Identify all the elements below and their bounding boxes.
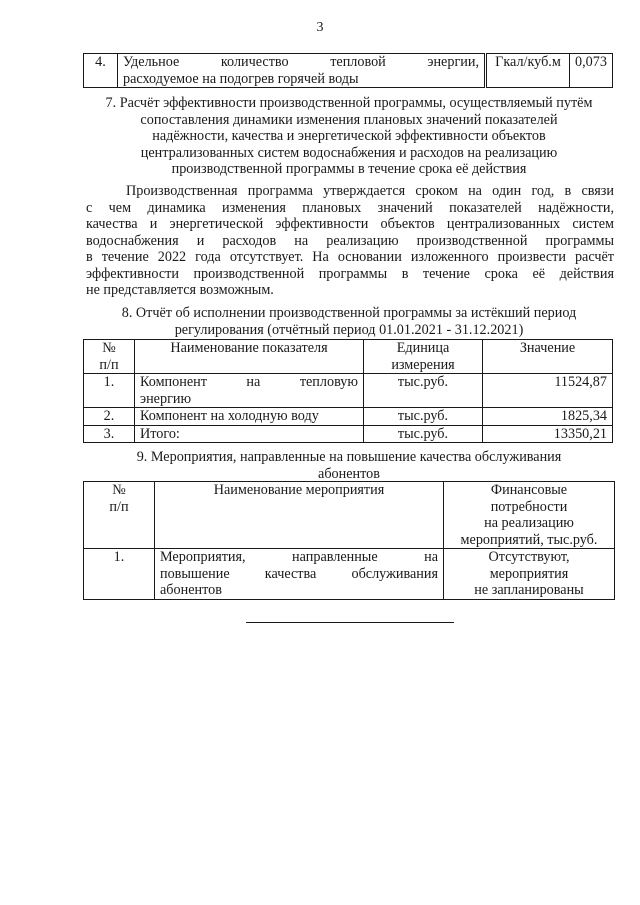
heading-line: 8. Отчёт об исполнении производственной программы за истёкший период bbox=[121, 305, 577, 321]
row-fin-line: мероприятия bbox=[489, 565, 569, 582]
indicator-value: 0,073 bbox=[570, 54, 613, 88]
paragraph-line: с чем динамика изменения плановых значений показателей надёжности, bbox=[86, 199, 614, 216]
header-financing bbox=[444, 482, 615, 549]
row-name-line: абонентов bbox=[160, 582, 222, 598]
header-num-line2: п/п bbox=[99, 356, 119, 373]
page-number: 3 bbox=[316, 20, 324, 35]
indicator-name-line1: Удельное количество тепловой энергии, bbox=[123, 54, 479, 70]
header-name: Наименование показателя bbox=[135, 340, 364, 374]
indicator-name-line2: расходуемое на подогрев горячей воды bbox=[123, 70, 359, 87]
heading-line: надёжности, качества и энергетической эффективности объектов bbox=[152, 128, 546, 144]
heading-line: 7. Расчёт эффективности производственной программы, осуществляемый путём bbox=[105, 95, 593, 111]
table-header-row bbox=[84, 482, 615, 549]
heading-line: производственной программы в течение срока её действия bbox=[171, 161, 527, 177]
table-row bbox=[84, 425, 613, 443]
header-fin-line: на реализацию bbox=[484, 515, 574, 531]
table-row bbox=[84, 408, 613, 426]
row-name: Итого: bbox=[135, 425, 364, 443]
header-fin-line: Финансовые bbox=[490, 482, 568, 498]
indicator-name bbox=[118, 54, 486, 88]
heading-line: сопоставления динамики изменения плановых значений показателей bbox=[140, 111, 558, 128]
row-number: 1. bbox=[84, 549, 155, 600]
activities-table bbox=[83, 481, 615, 600]
section-7-paragraph bbox=[86, 183, 614, 299]
row-financing bbox=[444, 549, 615, 600]
header-unit-line2: измерения bbox=[391, 356, 455, 373]
section-8-heading bbox=[80, 305, 618, 338]
header-fin-line: потребности bbox=[490, 498, 568, 515]
row-name bbox=[135, 374, 364, 408]
paragraph-line: не представляется возможным. bbox=[86, 282, 274, 298]
row-number: 4. bbox=[84, 54, 118, 88]
execution-report-table bbox=[83, 339, 613, 443]
row-value: 11524,87 bbox=[483, 374, 613, 408]
section-9-heading bbox=[80, 449, 618, 482]
header-num-line1: № bbox=[102, 340, 116, 356]
row-fin-line: Отсутствуют, bbox=[488, 549, 570, 565]
paragraph-line: эффективности производственной программы в течение срока её действия bbox=[86, 265, 614, 282]
row-number: 1. bbox=[84, 374, 135, 408]
header-unit-line1: Единица bbox=[396, 340, 450, 356]
row-value: 13350,21 bbox=[483, 425, 613, 443]
paragraph-line: водоснабжения и расходов на реализацию производственной программы bbox=[86, 232, 614, 249]
paragraph-line: Производственная программа утверждается сроком на один год, в связи bbox=[126, 183, 614, 199]
row-name-line: Мероприятия, направленные на bbox=[160, 549, 438, 565]
row-fin-line: не запланированы bbox=[474, 582, 584, 598]
row-number: 3. bbox=[84, 425, 135, 443]
paragraph-line: качества и энергетической эффективности объектов централизованных систем bbox=[86, 216, 614, 232]
heading-line: регулирования (отчётный период 01.01.2021 - 31.12.2021) bbox=[174, 321, 524, 338]
row-value: 1825,34 bbox=[483, 408, 613, 426]
row-name bbox=[155, 549, 444, 600]
header-name: Наименование мероприятия bbox=[155, 482, 444, 549]
row-name-line: повышение качества обслуживания bbox=[160, 565, 438, 582]
indicators-table-continued bbox=[83, 53, 613, 88]
header-fin-line: мероприятий, тыс.руб. bbox=[460, 531, 598, 548]
header-value: Значение bbox=[483, 340, 613, 374]
table-row bbox=[84, 374, 613, 408]
row-name-line2: энергию bbox=[140, 390, 192, 407]
header-num-line2: п/п bbox=[109, 498, 129, 515]
row-unit: тыс.руб. bbox=[364, 408, 483, 426]
heading-line: 9. Мероприятия, направленные на повышение качества обслуживания bbox=[136, 449, 562, 465]
section-7-heading bbox=[80, 95, 618, 178]
row-unit: тыс.руб. bbox=[364, 374, 483, 408]
row-number: 2. bbox=[84, 408, 135, 426]
paragraph-line: в течение 2022 года отсутствует. На основании изложенного произвести расчёт bbox=[86, 249, 614, 265]
table-row bbox=[84, 54, 613, 88]
header-num bbox=[84, 340, 135, 374]
header-num-line1: № bbox=[112, 482, 126, 498]
table-header-row bbox=[84, 340, 613, 374]
indicator-unit: Гкал/куб.м bbox=[486, 54, 570, 88]
row-unit: тыс.руб. bbox=[364, 425, 483, 443]
row-name-line1: Компонент на тепловую bbox=[140, 374, 358, 390]
table-row bbox=[84, 549, 615, 600]
closing-separator-line bbox=[246, 622, 454, 623]
heading-line: абонентов bbox=[318, 465, 380, 482]
row-name: Компонент на холодную воду bbox=[135, 408, 364, 426]
heading-line: централизованных систем водоснабжения и расходов на реализацию bbox=[140, 144, 558, 161]
header-unit bbox=[364, 340, 483, 374]
header-num bbox=[84, 482, 155, 549]
